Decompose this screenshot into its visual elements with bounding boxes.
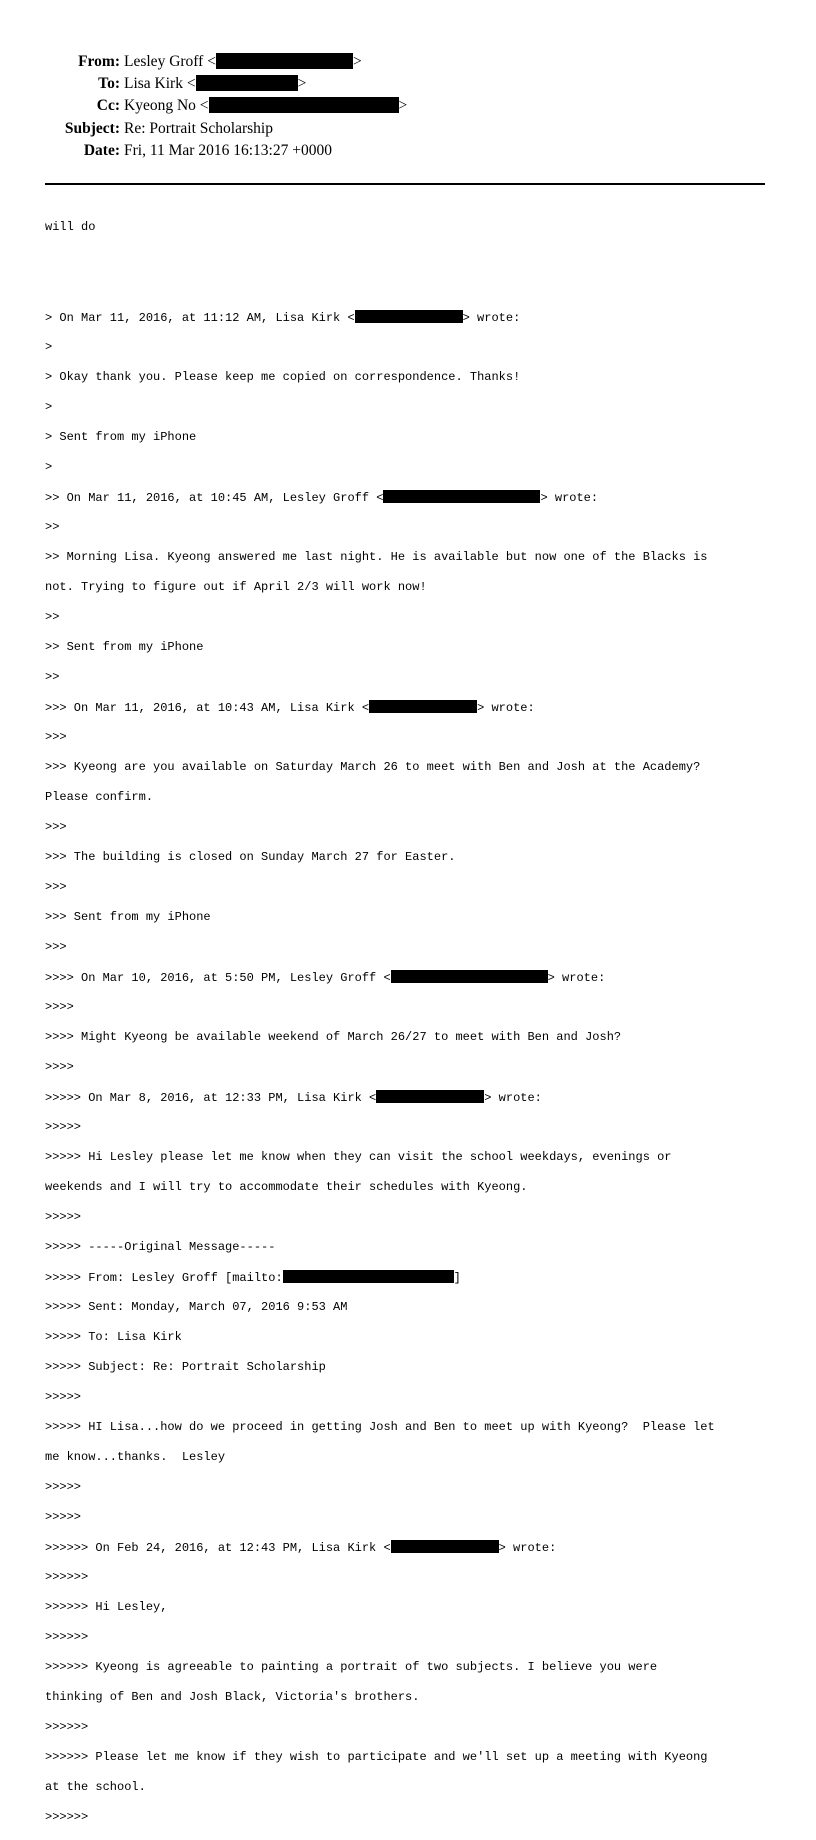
quote-header bbox=[45, 1090, 775, 1105]
body-line: >>>>>> Please let me know if they wish to participate and we'll set up a meeting with Kyeong bbox=[45, 1750, 708, 1764]
body-line: >>> bbox=[45, 730, 67, 744]
blank-line bbox=[45, 280, 775, 295]
body-line: >>>>> To: Lisa Kirk bbox=[45, 1330, 182, 1344]
subject-row bbox=[0, 119, 816, 139]
quote-header-end: > wrote: bbox=[462, 311, 521, 325]
body-line: >> bbox=[45, 670, 60, 684]
from-name: Lesley Groff < bbox=[124, 53, 216, 70]
body-line: >> bbox=[45, 520, 60, 534]
quote-header-text: >>>>> On Mar 8, 2016, at 12:33 PM, Lisa Kirk < bbox=[45, 1091, 377, 1105]
body-line: >>>>> Hi Lesley please let me know when they can visit the school weekdays, evenings or bbox=[45, 1150, 672, 1164]
to-row bbox=[0, 74, 816, 94]
redacted-email bbox=[391, 970, 548, 983]
to-bracket: > bbox=[297, 75, 307, 92]
to-value bbox=[124, 74, 306, 94]
quote-header bbox=[45, 1270, 775, 1285]
body-line: >>>>>> Hi Lesley, bbox=[45, 1600, 168, 1614]
body-line: thinking of Ben and Josh Black, Victoria's brothers. bbox=[45, 1690, 420, 1704]
body-line: >> Sent from my iPhone bbox=[45, 640, 204, 654]
date-row bbox=[0, 141, 816, 161]
body-line: >>>> Might Kyeong be available weekend of March 26/27 to meet with Ben and Josh? bbox=[45, 1030, 622, 1044]
body-line: >>>>> Subject: Re: Portrait Scholarship bbox=[45, 1360, 326, 1374]
quote-header bbox=[45, 490, 775, 505]
subject-value: Re: Portrait Scholarship bbox=[124, 120, 273, 137]
body-line: not. Trying to figure out if April 2/3 will work now! bbox=[45, 580, 427, 594]
redacted-email bbox=[283, 1270, 454, 1283]
body-line: >>>>>> bbox=[45, 1570, 89, 1584]
body-line: > bbox=[45, 460, 53, 474]
redacted-email bbox=[209, 97, 399, 113]
quote-header-text: >>> On Mar 11, 2016, at 10:43 AM, Lisa Kirk < bbox=[45, 701, 370, 715]
body-line: >>>>> HI Lisa...how do we proceed in getting Josh and Ben to meet up with Kyeong? Please let bbox=[45, 1420, 715, 1434]
body-line: >>>>> bbox=[45, 1390, 82, 1404]
body-line: >>>>>> bbox=[45, 1810, 89, 1824]
cc-row bbox=[0, 96, 816, 116]
body-line: >>>>> bbox=[45, 1510, 82, 1524]
quote-header bbox=[45, 970, 775, 985]
date-value: Fri, 11 Mar 2016 16:13:27 +0000 bbox=[124, 142, 332, 159]
body-line: >>>>>> Kyeong is agreeable to painting a portrait of two subjects. I believe you were bbox=[45, 1660, 658, 1674]
body-line: >>>> bbox=[45, 1000, 74, 1014]
cc-name: Kyeong No < bbox=[124, 97, 209, 114]
quote-header bbox=[45, 310, 775, 325]
redacted-email bbox=[196, 75, 298, 91]
quote-header bbox=[45, 700, 775, 715]
body-line: me know...thanks. Lesley bbox=[45, 1450, 226, 1464]
body-line: >>> bbox=[45, 820, 67, 834]
body-line: >>>>> bbox=[45, 1120, 82, 1134]
redacted-email bbox=[383, 490, 540, 503]
body-line: at the school. bbox=[45, 1780, 146, 1794]
quote-header-text: >>>>> From: Lesley Groff [mailto: bbox=[45, 1271, 283, 1285]
quote-header bbox=[45, 1540, 775, 1555]
cc-bracket: > bbox=[398, 97, 408, 114]
body-line: >> bbox=[45, 610, 60, 624]
from-row bbox=[0, 52, 816, 72]
quote-header-end: > wrote: bbox=[540, 491, 599, 505]
body-line: weekends and I will try to accommodate their schedules with Kyeong. bbox=[45, 1180, 528, 1194]
email-body bbox=[45, 205, 775, 1840]
body-line: >>> Sent from my iPhone bbox=[45, 910, 211, 924]
body-line: >>>>> -----Original Message----- bbox=[45, 1240, 276, 1254]
redacted-email bbox=[369, 700, 477, 713]
body-line: > bbox=[45, 340, 53, 354]
body-line: >>>>>> bbox=[45, 1630, 89, 1644]
quote-header-text: >>>>>> On Feb 24, 2016, at 12:43 PM, Lisa Kirk < bbox=[45, 1541, 391, 1555]
body-line: >>> bbox=[45, 940, 67, 954]
quote-header-end: > wrote: bbox=[477, 701, 535, 715]
from-bracket: > bbox=[352, 53, 362, 70]
body-line: >>> Kyeong are you available on Saturday March 26 to meet with Ben and Josh at the Academy? bbox=[45, 760, 701, 774]
header-divider bbox=[45, 183, 765, 185]
body-line: Please confirm. bbox=[45, 790, 154, 804]
quote-header-end: > wrote: bbox=[547, 971, 606, 985]
body-line: >>>>> Sent: Monday, March 07, 2016 9:53 AM bbox=[45, 1300, 348, 1314]
quote-header-end: ] bbox=[453, 1271, 461, 1285]
body-line: >>> bbox=[45, 880, 67, 894]
redacted-email bbox=[376, 1090, 484, 1103]
body-line: >>>>> bbox=[45, 1210, 82, 1224]
redacted-email bbox=[391, 1540, 499, 1553]
body-line: >>>>> bbox=[45, 1480, 82, 1494]
cc-value bbox=[124, 96, 407, 116]
body-line: >>> The building is closed on Sunday March 27 for Easter. bbox=[45, 850, 456, 864]
quote-header-text: >> On Mar 11, 2016, at 10:45 AM, Lesley Groff < bbox=[45, 491, 384, 505]
to-label: To: bbox=[98, 75, 120, 92]
body-line: > bbox=[45, 400, 53, 414]
quote-header-text: >>>> On Mar 10, 2016, at 5:50 PM, Lesley Groff < bbox=[45, 971, 391, 985]
redacted-email bbox=[355, 310, 463, 323]
cc-label: Cc: bbox=[96, 97, 120, 114]
body-line: >> Morning Lisa. Kyeong answered me last night. He is available but now one of the Blacks is bbox=[45, 550, 708, 564]
body-line: will do bbox=[45, 220, 96, 234]
body-line: > Okay thank you. Please keep me copied on correspondence. Thanks! bbox=[45, 370, 521, 384]
email-header bbox=[0, 0, 816, 170]
subject-label: Subject: bbox=[64, 120, 120, 137]
quote-header-end: > wrote: bbox=[498, 1541, 557, 1555]
quote-header-text: > On Mar 11, 2016, at 11:12 AM, Lisa Kirk < bbox=[45, 311, 355, 325]
from-value bbox=[124, 52, 362, 72]
body-line: >>>>>> bbox=[45, 1720, 89, 1734]
blank-line bbox=[45, 250, 775, 265]
quote-header-end: > wrote: bbox=[484, 1091, 542, 1105]
to-name: Lisa Kirk < bbox=[124, 75, 196, 92]
date-label: Date: bbox=[83, 142, 120, 159]
body-line: >>>> bbox=[45, 1060, 74, 1074]
body-line: > Sent from my iPhone bbox=[45, 430, 197, 444]
redacted-email bbox=[216, 53, 353, 69]
from-label: From: bbox=[78, 53, 120, 70]
